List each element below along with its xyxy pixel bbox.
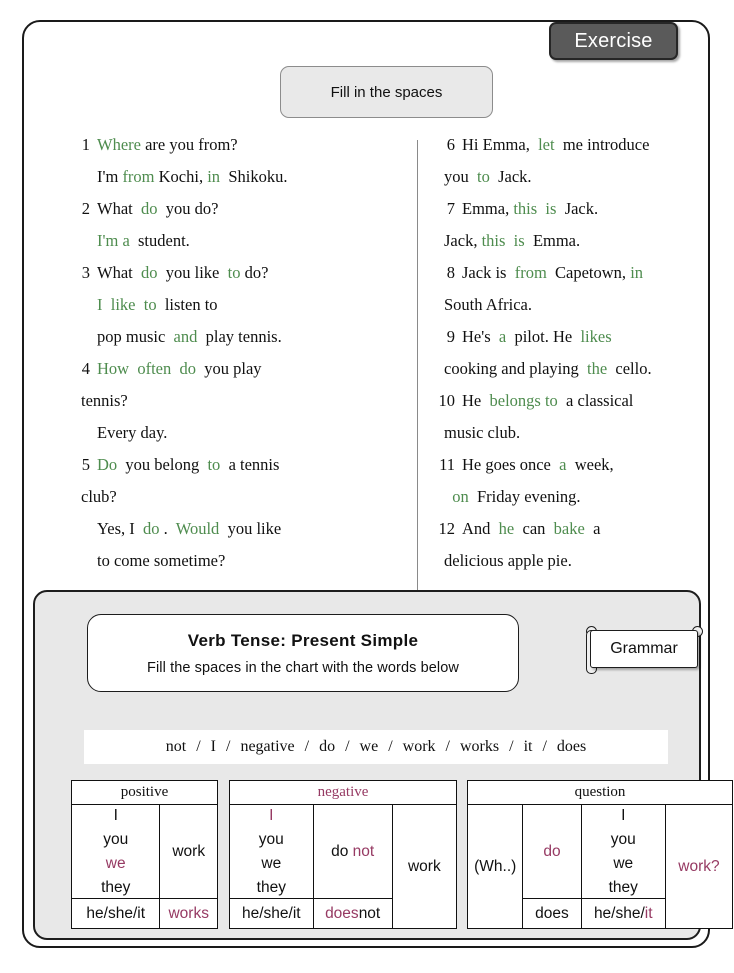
exercise-text: [462, 457, 614, 474]
exercise-answer-line: [433, 553, 733, 585]
exercise-text: [97, 457, 279, 474]
static-text: a: [584, 519, 601, 538]
word-bank-separator: /: [445, 738, 450, 755]
static-text: you like: [219, 519, 282, 538]
filled-answer: How: [97, 359, 130, 378]
exercise-text: [81, 393, 128, 410]
instruction-label: Fill in the spaces: [330, 83, 443, 101]
exercise-text: [462, 201, 598, 218]
chart-body: [72, 805, 217, 928]
chart-cell[interactable]: [314, 805, 392, 898]
chart-answer: work?: [678, 857, 720, 875]
static-text: to come sometime?: [97, 551, 226, 570]
filled-answer: often: [137, 359, 172, 378]
static-text: delicious apple pie.: [444, 551, 572, 570]
exercise-answer-line: [433, 169, 733, 201]
chart-header-label: negative: [317, 784, 369, 800]
static-text: cello.: [607, 359, 652, 378]
chart-cell[interactable]: [314, 898, 392, 928]
exercise-area: [48, 137, 734, 597]
chart-answer: it: [644, 904, 653, 922]
exercise-item: [433, 201, 733, 265]
static-text: tennis?: [81, 391, 128, 410]
exercise-question-line: [70, 201, 420, 233]
static-text: What: [97, 199, 141, 218]
static-text: [136, 295, 144, 314]
static-text: [505, 231, 513, 250]
chart-positive: [71, 780, 218, 929]
chart-static-text: he/she/it: [86, 904, 146, 922]
filled-answer: from: [514, 263, 547, 282]
chart-cell-line: [114, 807, 118, 825]
filled-answer: I: [97, 295, 103, 314]
filled-answer: from: [122, 167, 155, 186]
chart-static-text: work: [172, 842, 206, 860]
filled-answer: and: [173, 327, 198, 346]
word-bank-separator: /: [304, 738, 310, 755]
exercise-question-line: [433, 521, 733, 553]
static-text: music club.: [444, 423, 521, 442]
static-text: play tennis.: [197, 327, 282, 346]
chart-column: [72, 805, 160, 928]
exercise-text: [97, 169, 287, 186]
chart-header: [468, 781, 732, 805]
static-text: What: [97, 263, 141, 282]
exercise-answer-line: [70, 233, 420, 265]
chart-cell-line: [621, 807, 625, 825]
chart-question: [467, 780, 733, 929]
exercise-tab-label: Exercise: [574, 29, 653, 52]
chart-column: [393, 805, 456, 928]
static-text: listen to: [156, 295, 218, 314]
exercise-item: [433, 521, 733, 585]
static-text: are you from?: [140, 135, 238, 154]
filled-answer: Would: [175, 519, 220, 538]
chart-cell[interactable]: [582, 898, 665, 928]
filled-answer: on: [452, 487, 469, 506]
filled-answer: like: [110, 295, 136, 314]
static-text: Jack.: [489, 167, 532, 186]
static-text: Yes, I: [97, 519, 144, 538]
chart-negative: [229, 780, 457, 929]
exercise-question-line: [433, 137, 733, 169]
static-text: a classical: [557, 391, 634, 410]
static-text: club?: [81, 487, 117, 506]
chart-cell-line: [611, 831, 636, 849]
exercise-answer-line: [433, 297, 733, 329]
chart-static-text: (Wh..): [474, 857, 517, 875]
chart-cell-line: [613, 855, 633, 873]
exercise-column-right: [433, 137, 733, 585]
word-bank-item[interactable]: I: [210, 738, 216, 755]
exercise-text: [444, 361, 652, 378]
static-text: Shikoku.: [220, 167, 288, 186]
exercise-item: [433, 137, 733, 201]
exercise-number: 10: [438, 391, 455, 410]
chart-column: [582, 805, 666, 928]
chart-static-text: you: [610, 830, 636, 848]
word-bank-separator: /: [388, 738, 393, 755]
static-text: [171, 359, 179, 378]
exercise-text: [462, 393, 633, 410]
filled-answer: a: [498, 327, 507, 346]
exercise-text: [97, 201, 218, 218]
static-text: cooking and playing: [444, 359, 587, 378]
word-bank-separator: /: [225, 738, 231, 755]
chart-header-label: question: [574, 784, 626, 800]
exercise-number: 9: [446, 327, 455, 346]
exercise-text: [444, 489, 581, 506]
exercise-answer-line: [70, 393, 420, 425]
exercise-answer-line: [433, 489, 733, 521]
exercise-item: [433, 329, 733, 393]
exercise-item: [433, 457, 733, 521]
chart-column: [666, 805, 732, 928]
chart-static-text: they: [608, 878, 638, 896]
exercise-answer-line: [433, 425, 733, 457]
exercise-question-line: [433, 201, 733, 233]
static-text: you do?: [157, 199, 219, 218]
chart-cell-line: [257, 879, 286, 897]
exercise-text: [97, 233, 190, 250]
filled-answer: is: [545, 199, 557, 218]
filled-answer: belongs to: [489, 391, 558, 410]
exercise-number: 1: [81, 135, 90, 154]
filled-answer: I'm: [97, 231, 119, 250]
exercise-text: [462, 137, 649, 154]
chart-answer: I: [269, 806, 274, 824]
exercise-item: [70, 201, 420, 265]
grammar-badge-label: Grammar: [610, 640, 678, 657]
chart-column: [160, 805, 217, 928]
static-text: pilot. He: [506, 327, 581, 346]
filled-answer: this: [513, 199, 538, 218]
static-text: week,: [566, 455, 614, 474]
chart-static-text: he/she/: [593, 904, 645, 922]
static-text: Jack is: [462, 263, 515, 282]
chart-answer: works: [168, 904, 209, 922]
chart-column: [314, 805, 393, 928]
static-text: Friday evening.: [468, 487, 581, 506]
static-text: you: [444, 167, 477, 186]
static-text: [103, 295, 111, 314]
filled-answer: do: [140, 199, 158, 218]
chart-static-text: not: [358, 904, 381, 922]
static-text: And: [462, 519, 499, 538]
exercise-text: [81, 489, 117, 506]
chart-header: [72, 781, 217, 805]
filled-answer: to: [477, 167, 490, 186]
exercise-question-line: [70, 361, 420, 393]
word-bank-item[interactable]: not: [165, 738, 187, 755]
word-bank-item[interactable]: works: [460, 738, 500, 755]
exercise-question-line: [70, 137, 420, 169]
exercise-text: [97, 361, 262, 378]
chart-static-text: I: [113, 806, 118, 824]
chart-static-text: they: [256, 878, 286, 896]
exercise-question-line: [70, 457, 420, 489]
chart-cell-line: [261, 855, 281, 873]
chart-cell[interactable]: [160, 898, 217, 928]
filled-answer: he: [498, 519, 515, 538]
exercise-answer-line: [70, 489, 420, 521]
filled-answer: do: [140, 263, 158, 282]
static-text: pop music: [97, 327, 174, 346]
word-bank-item[interactable]: do: [319, 738, 336, 755]
static-text: Kochi,: [154, 167, 208, 186]
exercise-answer-line: [433, 233, 733, 265]
grammar-badge-paper: [590, 630, 698, 668]
chart-static-text: you: [103, 830, 129, 848]
filled-answer: a: [122, 231, 130, 250]
chart-cell[interactable]: [523, 898, 580, 928]
static-text: Every day.: [97, 423, 168, 442]
exercise-question-line: [433, 393, 733, 425]
exercise-text: [444, 297, 532, 314]
static-text: a tennis: [220, 455, 280, 474]
word-bank-separator: /: [542, 738, 547, 755]
exercise-number: 5: [81, 455, 90, 474]
exercise-item: [70, 361, 420, 457]
static-text: you play: [196, 359, 262, 378]
chart-static-text: I: [621, 806, 626, 824]
static-text: Jack.: [556, 199, 599, 218]
chart-cell[interactable]: [523, 805, 580, 898]
chart-body: [468, 805, 732, 928]
chart-cell-line: [269, 807, 273, 825]
filled-answer: this: [481, 231, 506, 250]
chart-static-text: work: [407, 857, 441, 875]
exercise-question-line: [70, 265, 420, 297]
word-bank-separator: /: [509, 738, 514, 755]
exercise-number: 6: [446, 135, 455, 154]
static-text: do?: [240, 263, 269, 282]
chart-body: [230, 805, 456, 928]
chart-static-text: you: [258, 830, 284, 848]
static-text: me introduce: [554, 135, 650, 154]
exercise-item: [70, 265, 420, 361]
exercise-text: [462, 521, 600, 538]
filled-answer: do: [143, 519, 160, 538]
chart-cell-line: [101, 879, 130, 897]
exercise-number: 4: [81, 359, 90, 378]
exercise-answer-line: [70, 297, 420, 329]
grammar-badge: [580, 624, 704, 672]
filled-answer: a: [559, 455, 567, 474]
word-bank-item[interactable]: it: [523, 738, 533, 755]
filled-answer: Where: [97, 135, 141, 154]
chart-cell-line: [106, 855, 126, 873]
exercise-item: [433, 393, 733, 457]
exercise-answer-line: [70, 329, 420, 361]
exercise-answer-line: [70, 521, 420, 553]
exercise-question-line: [433, 329, 733, 361]
exercise-number: 12: [438, 519, 455, 538]
grammar-title-main: Verb Tense: Present Simple: [187, 630, 419, 650]
chart-column: [230, 805, 314, 928]
grammar-panel: [33, 590, 720, 940]
exercise-question-line: [433, 265, 733, 297]
static-text: Capetown,: [546, 263, 631, 282]
static-text: He: [462, 391, 490, 410]
filled-answer: let: [538, 135, 555, 154]
chart-cell-line: [543, 843, 560, 861]
chart-static-text: we: [613, 854, 634, 872]
exercise-answer-line: [70, 553, 420, 585]
static-text: Hi Emma,: [462, 135, 539, 154]
static-text: .: [159, 519, 176, 538]
exercise-answer-line: [433, 361, 733, 393]
grammar-charts: [54, 780, 724, 928]
grammar-title-sub: Fill the spaces in the chart with the words below: [147, 659, 459, 676]
static-text: Emma,: [462, 199, 514, 218]
exercise-text: [444, 169, 532, 186]
chart-cell-line: [259, 831, 284, 849]
chart-column: [523, 805, 581, 928]
exercise-text: [444, 553, 572, 570]
filled-answer: to: [207, 455, 221, 474]
chart-cell[interactable]: [666, 805, 732, 928]
exercise-text: [97, 329, 282, 346]
instruction-pill: [280, 66, 493, 118]
chart-cell[interactable]: [582, 805, 665, 898]
word-bank-item[interactable]: work: [402, 738, 436, 755]
chart-cell[interactable]: [393, 805, 456, 928]
static-text: you belong: [117, 455, 208, 474]
word-bank-item[interactable]: negative: [240, 738, 295, 755]
exercise-answer-line: [70, 169, 420, 201]
static-text: Emma.: [524, 231, 581, 250]
chart-cell[interactable]: [72, 805, 159, 898]
filled-answer: likes: [580, 327, 612, 346]
static-text: South Africa.: [444, 295, 532, 314]
exercise-number: 11: [439, 455, 455, 474]
chart-answer: we: [105, 854, 126, 872]
exercise-text: [97, 297, 218, 314]
static-text: can: [514, 519, 554, 538]
chart-cell-line: [103, 831, 128, 849]
word-bank-item[interactable]: we: [359, 738, 379, 755]
worksheet-frame: [22, 20, 720, 948]
exercise-text: [97, 553, 225, 570]
exercise-item: [433, 265, 733, 329]
exercise-text: [444, 425, 520, 442]
word-bank-item[interactable]: does: [556, 738, 587, 755]
chart-cell[interactable]: [468, 805, 522, 928]
chart-static-text: they: [101, 878, 131, 896]
chart-cell[interactable]: [230, 805, 313, 898]
static-text: [444, 487, 452, 506]
exercise-text: [97, 137, 238, 154]
exercise-text: [462, 265, 643, 282]
exercise-answer-line: [70, 425, 420, 457]
exercise-text: [97, 521, 281, 538]
chart-answer: do: [543, 842, 561, 860]
exercise-number: 2: [81, 199, 90, 218]
exercise-text: [97, 425, 167, 442]
chart-header-label: positive: [120, 784, 169, 800]
chart-column: [468, 805, 523, 928]
static-text: Jack,: [444, 231, 482, 250]
filled-answer: to: [143, 295, 157, 314]
chart-cell-line: [331, 843, 374, 861]
exercise-text: [462, 329, 612, 346]
chart-cell-line: [172, 843, 205, 861]
chart-answer: not: [352, 842, 375, 860]
exercise-number: 7: [446, 199, 455, 218]
static-text: I'm: [97, 167, 123, 186]
filled-answer: the: [586, 359, 608, 378]
chart-cell[interactable]: [230, 898, 313, 928]
exercise-number: 3: [81, 263, 90, 282]
word-bank-separator: /: [345, 738, 350, 755]
exercise-item: [70, 137, 420, 201]
chart-answer: does: [325, 904, 359, 922]
exercise-tab: [549, 22, 678, 60]
word-bank-separator: /: [196, 738, 201, 755]
exercise-question-line: [433, 457, 733, 489]
filled-answer: is: [513, 231, 525, 250]
filled-answer: in: [207, 167, 221, 186]
filled-answer: in: [630, 263, 644, 282]
exercise-number: 8: [446, 263, 455, 282]
chart-cell-line: [609, 879, 638, 897]
filled-answer: Do: [97, 455, 118, 474]
chart-cell[interactable]: [72, 898, 159, 928]
filled-answer: do: [179, 359, 196, 378]
exercise-item: [70, 457, 420, 585]
chart-static-text: he/she/it: [242, 904, 301, 922]
chart-static-text: do: [331, 842, 353, 860]
grammar-title-box: [87, 614, 519, 692]
chart-header: [230, 781, 456, 805]
exercise-column-left: [70, 137, 420, 585]
filled-answer: to: [227, 263, 241, 282]
static-text: you like: [157, 263, 228, 282]
static-text: He goes once: [462, 455, 560, 474]
chart-cell[interactable]: [160, 805, 217, 898]
filled-answer: bake: [553, 519, 585, 538]
static-text: He's: [462, 327, 499, 346]
chart-static-text: does: [535, 904, 569, 922]
static-text: student.: [129, 231, 190, 250]
exercise-text: [97, 265, 268, 282]
chart-static-text: we: [261, 854, 282, 872]
exercise-text: [444, 233, 580, 250]
word-bank: [84, 730, 668, 764]
